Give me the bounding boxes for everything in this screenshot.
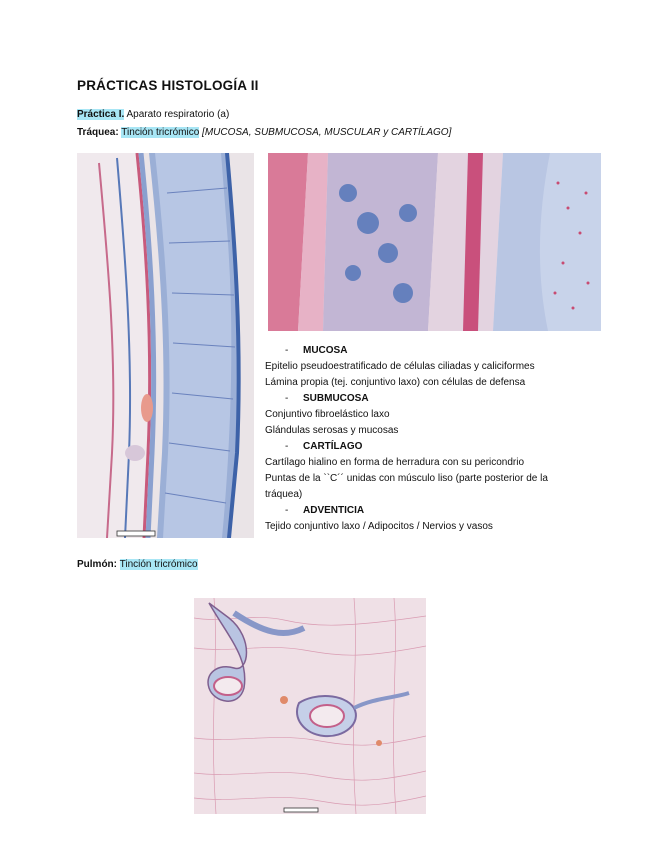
section-line: Puntas de la ``C´´ unidas con músculo liso (parte posterior de la — [265, 473, 548, 484]
section-line: tráquea) — [265, 489, 303, 500]
practice-text: Aparato respiratorio (a) — [124, 109, 230, 120]
section-line: Tejido conjuntivo laxo / Adipocitos / Nervios y vasos — [265, 521, 493, 532]
page-title: PRÁCTICAS HISTOLOGÍA II — [77, 78, 259, 93]
section-heading-adventicia: - ADVENTICIA — [285, 505, 365, 516]
practice-label: Práctica I. — [77, 109, 125, 120]
section-line: Cartílago hialino en forma de herradura con su pericondrio — [265, 457, 525, 468]
lung-stain: Tinción tricrómico — [119, 559, 198, 570]
lung-heading — [77, 559, 198, 570]
lung-label: Pulmón: — [77, 559, 117, 570]
trachea-micrograph-high — [268, 153, 601, 331]
trachea-heading — [77, 127, 451, 138]
section-line: Conjuntivo fibroelástico laxo — [265, 409, 390, 420]
section-heading-mucosa: - MUCOSA — [285, 345, 348, 356]
section-heading-submucosa: - SUBMUCOSA — [285, 393, 369, 404]
section-line: Glándulas serosas y mucosas — [265, 425, 399, 436]
layers-description — [265, 345, 605, 537]
section-heading-cartilago: - CARTÍLAGO — [285, 441, 363, 452]
section-line: Lámina propia (tej. conjuntivo laxo) con células de defensa — [265, 377, 526, 388]
trachea-micrograph-low — [77, 153, 254, 538]
section-line: Epitelio pseudoestratificado de células ciliadas y caliciformes — [265, 361, 535, 372]
practice-heading — [77, 109, 229, 120]
trachea-layers: [MUCOSA, SUBMUCOSA, MUSCULAR y CARTÍLAGO] — [199, 127, 452, 138]
lung-micrograph — [194, 598, 426, 814]
trachea-stain: Tinción tricrómico — [121, 127, 200, 138]
trachea-label: Tráquea: — [77, 127, 119, 138]
